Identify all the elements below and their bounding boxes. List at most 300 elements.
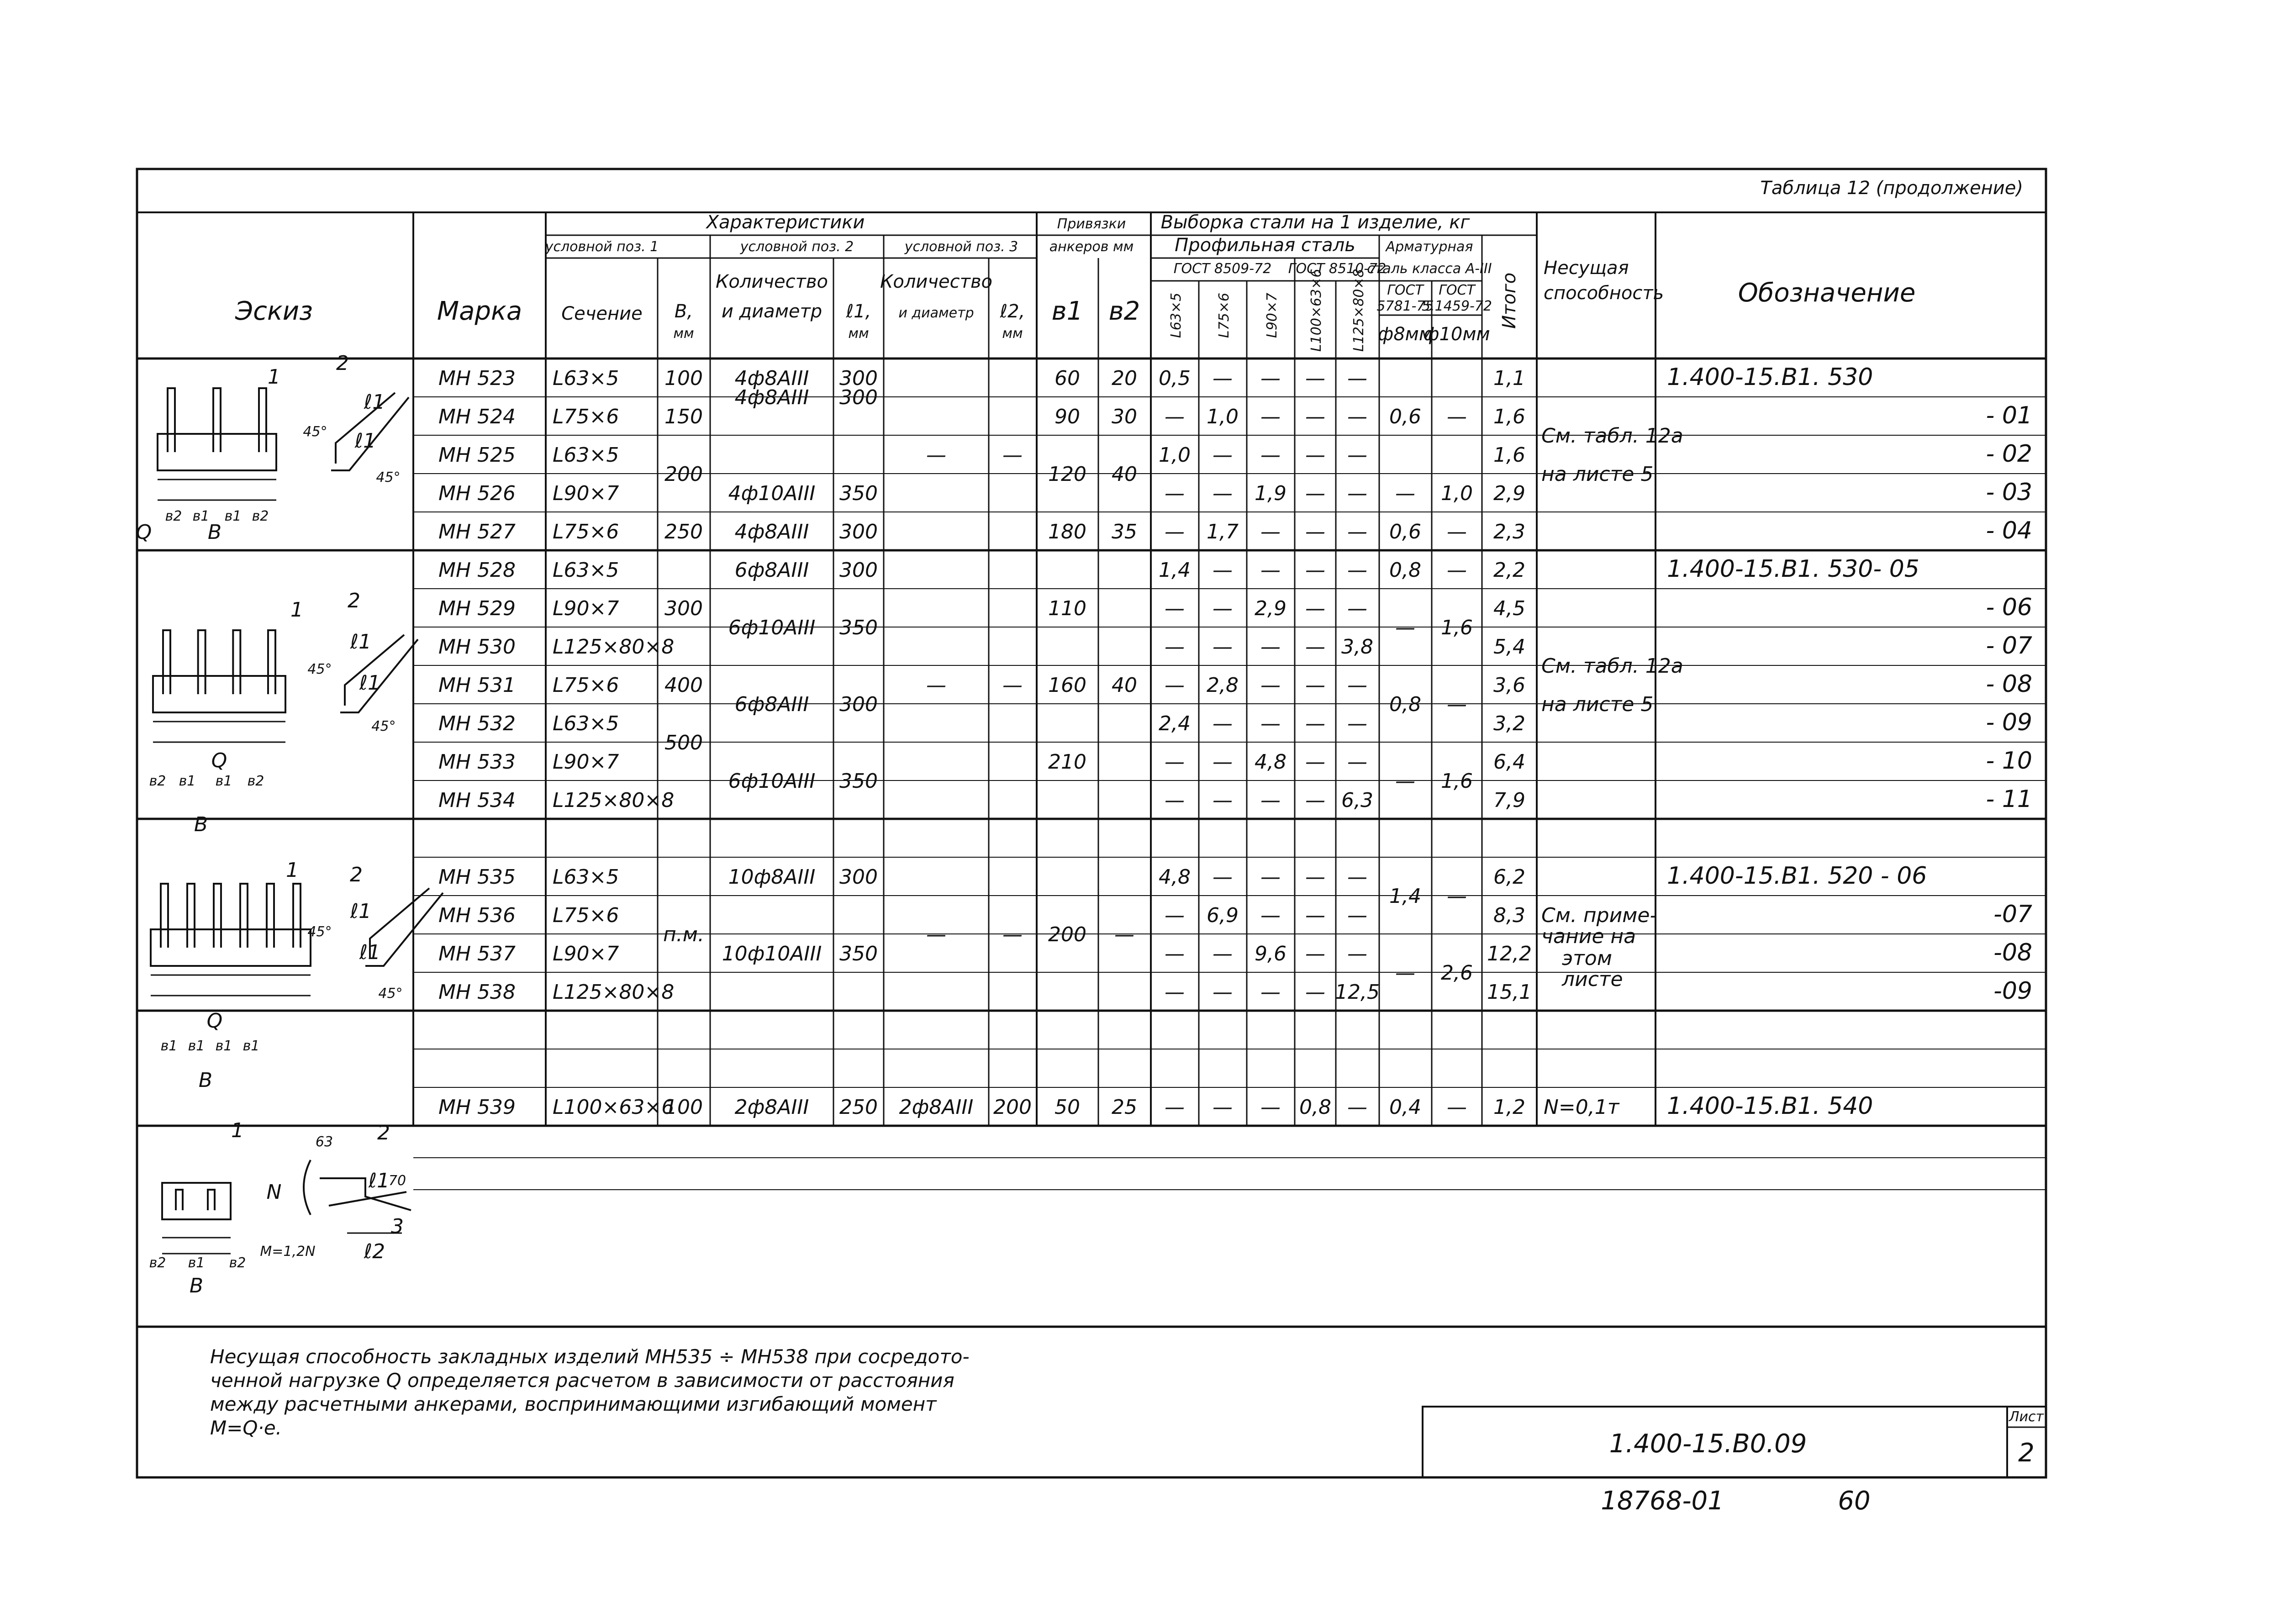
header-d10: ф10мм — [1424, 324, 1490, 345]
designation-cell: - 02 — [1986, 440, 2032, 468]
anchor-bar — [259, 388, 266, 452]
d10-cell: — — [1447, 405, 1467, 428]
b-cell: 100 — [664, 367, 703, 390]
designation-cell: - 11 — [1986, 786, 2032, 813]
steel-cell: — — [1165, 789, 1185, 812]
b-cell: 150 — [664, 405, 703, 428]
pos3-cell: — — [926, 674, 946, 697]
steel-cell: — — [1347, 520, 1367, 543]
anchor-bar — [198, 630, 206, 694]
header-d8: ф8мм — [1378, 324, 1433, 345]
header-l1: ℓ1, — [846, 301, 871, 322]
steel-cell: — — [1260, 904, 1281, 927]
steel-cell: 1,7 — [1207, 520, 1239, 543]
steel-cell: — — [1165, 904, 1185, 927]
b1-cell: 120 — [1048, 463, 1086, 486]
l2-cell: — — [1002, 443, 1023, 467]
mark-cell: МН 527 — [438, 520, 516, 543]
header-anchor-1: Привязки — [1057, 216, 1126, 232]
b-cell: 300 — [664, 597, 703, 620]
header-gost-8510: ГОСТ 8510-72 — [1288, 261, 1387, 277]
section-cell: L125×80×8 — [553, 635, 675, 659]
total-cell: 15,1 — [1487, 981, 1532, 1004]
steel-cell: 1,9 — [1255, 482, 1286, 505]
sketch-label: Q — [211, 749, 227, 772]
steel-cell: — — [1347, 597, 1367, 620]
doc-code: 1.400-15.В0.09 — [1609, 1429, 1807, 1459]
total-cell: 5,4 — [1493, 635, 1525, 659]
steel-cell: 3,8 — [1341, 635, 1373, 659]
b1-cell: 110 — [1048, 597, 1086, 620]
section-cell: L63×5 — [553, 443, 619, 467]
b2-cell: 35 — [1112, 520, 1137, 543]
sketch-label: 1 — [231, 1119, 244, 1142]
steel-cell: — — [1260, 674, 1281, 697]
steel-cell: — — [1213, 635, 1233, 659]
steel-cell: 0,8 — [1299, 1096, 1331, 1119]
l1-cell: 350 — [839, 482, 878, 505]
designation-cell: - 03 — [1986, 479, 2032, 506]
steel-cell: — — [1305, 559, 1325, 582]
steel-cell: — — [1260, 635, 1281, 659]
mark-cell: МН 524 — [438, 405, 516, 428]
sketch-label: 45° — [307, 924, 332, 940]
qty-cell: 4ф8AIII — [734, 386, 809, 409]
l1-cell: 300 — [839, 693, 878, 716]
section-cell: L125×80×8 — [553, 981, 675, 1004]
sketch-label: ℓ1 — [364, 390, 385, 414]
steel-cell: — — [1305, 865, 1325, 889]
sketch-label: в1 — [224, 508, 242, 524]
sketch-label: 45° — [378, 986, 403, 1002]
anchor-bar — [240, 884, 248, 948]
b-cell: п.м. — [663, 923, 704, 946]
steel-cell: — — [1213, 981, 1233, 1004]
designation-cell: - 06 — [1986, 594, 2032, 621]
d8-cell: 1,4 — [1389, 885, 1421, 908]
capacity-cell: См. табл. 12а — [1541, 654, 1683, 678]
steel-cell: — — [1347, 405, 1367, 428]
designation-cell: - 10 — [1986, 747, 2032, 775]
mark-cell: МН 535 — [438, 865, 516, 889]
sketch-label: M=1,2N — [260, 1244, 316, 1260]
l1-cell: 350 — [839, 770, 878, 793]
section-cell: L63×5 — [553, 712, 619, 735]
header-sketch: Эскиз — [235, 296, 313, 326]
header-qty3-1: Количество — [880, 271, 993, 292]
steel-cell: — — [1260, 405, 1281, 428]
sketch-label: ℓ1 — [354, 429, 376, 453]
sketch-label: 3 — [391, 1215, 404, 1238]
section-cell: L63×5 — [553, 865, 619, 889]
steel-cell: — — [1165, 520, 1185, 543]
sketch-label: 2 — [350, 863, 363, 886]
section-cell: L75×6 — [553, 674, 619, 697]
mark-cell: МН 534 — [438, 789, 516, 812]
header-qty-1: Количество — [715, 271, 828, 292]
b-cell: 250 — [664, 520, 703, 543]
steel-cell: — — [1213, 443, 1233, 467]
mark-cell: МН 532 — [438, 712, 516, 735]
capacity-cell: листе — [1562, 968, 1623, 991]
steel-cell: — — [1347, 674, 1367, 697]
sketch-label: в1 — [188, 1038, 205, 1054]
section-cell: L100×63×6 — [553, 1096, 675, 1119]
sketch-label: 2 — [377, 1121, 390, 1144]
mark-cell: МН 539 — [438, 1096, 516, 1119]
sketch-label: в2 — [165, 508, 182, 524]
header-section: Сечение — [561, 303, 643, 324]
mark-cell: МН 536 — [438, 904, 516, 927]
anchor-bar — [267, 884, 274, 948]
steel-cell: — — [1165, 750, 1185, 774]
sketch-label: Q — [206, 1009, 223, 1033]
header-gost-8509: ГОСТ 8509-72 — [1173, 261, 1272, 277]
qty3-cell: 2ф8AIII — [899, 1096, 974, 1119]
d10-cell: 1,6 — [1441, 770, 1473, 793]
capacity-cell: этом — [1562, 947, 1612, 970]
note-line: между расчетными анкерами, воспринимающими изгибающий момент — [210, 1393, 937, 1415]
designation-cell: - 08 — [1986, 670, 2032, 698]
designation-cell: - 04 — [1986, 517, 2032, 544]
b2-cell: 25 — [1112, 1096, 1137, 1119]
d10-cell: — — [1447, 1096, 1467, 1119]
mark-cell: МН 525 — [438, 443, 516, 467]
header-b2: в2 — [1108, 296, 1140, 326]
steel-cell: — — [1305, 712, 1325, 735]
header-b1: в1 — [1051, 296, 1083, 326]
total-cell: 12,2 — [1487, 942, 1532, 965]
steel-cell: — — [1213, 367, 1233, 390]
header-pos2: условной поз. 2 — [740, 239, 854, 255]
b1-cell: 160 — [1048, 674, 1086, 697]
qty-cell: 4ф10AIII — [728, 482, 816, 505]
steel-cell: 2,9 — [1255, 597, 1286, 620]
header-p3: L90×7 — [1264, 292, 1280, 338]
steel-cell: — — [1305, 405, 1325, 428]
steel-cell: — — [1165, 1096, 1185, 1119]
sketch-label: 63 — [315, 1134, 333, 1150]
l1-cell: 300 — [839, 865, 878, 889]
qty-cell: 10ф10AIII — [722, 942, 822, 965]
section-cell: L63×5 — [553, 559, 619, 582]
pos3-cell: — — [926, 443, 946, 467]
sketch-label: ℓ1 — [368, 1169, 390, 1192]
steel-cell: 9,6 — [1255, 942, 1286, 965]
mark-cell: МН 533 — [438, 750, 516, 774]
sketch-label: ℓ1 — [350, 900, 372, 923]
total-cell: 2,9 — [1493, 482, 1525, 505]
sketch-label: Q — [136, 521, 152, 544]
plate — [151, 929, 311, 966]
capacity-cell: чание на — [1541, 925, 1636, 948]
steel-cell: — — [1260, 367, 1281, 390]
bar-profile — [329, 1192, 406, 1206]
steel-cell: — — [1305, 942, 1325, 965]
sketch-label: B — [198, 1069, 213, 1092]
steel-cell: — — [1347, 482, 1367, 505]
qty-cell: 10ф8AIII — [728, 865, 816, 889]
l1-cell: 300 — [839, 386, 878, 409]
header-qty3-2: и диаметр — [898, 305, 974, 321]
sketch-group-3 — [151, 884, 443, 996]
l1-cell: 300 — [839, 520, 878, 543]
archive-number: 18768-01 — [1601, 1486, 1724, 1516]
total-cell: 1,1 — [1493, 367, 1525, 390]
section-cell: L75×6 — [553, 520, 619, 543]
sketch-label: в1 — [215, 773, 232, 789]
plate — [153, 676, 285, 712]
header-profile-steel: Профильная сталь — [1175, 235, 1355, 256]
sketch-label: 45° — [371, 718, 396, 734]
sketch-label: 2 — [348, 589, 360, 612]
page-number: 60 — [1838, 1486, 1871, 1516]
steel-cell: — — [1305, 674, 1325, 697]
capacity-cell: См. табл. 12а — [1541, 424, 1683, 448]
l2-cell: 200 — [993, 1096, 1032, 1119]
capacity-cell: N=0,1т — [1544, 1096, 1619, 1119]
anchor-bar — [213, 388, 221, 452]
header-anchor-2: анкеров мм — [1049, 239, 1134, 255]
steel-cell: 4,8 — [1159, 865, 1191, 889]
d8-cell: 0,8 — [1389, 693, 1421, 716]
steel-cell: 12,5 — [1335, 981, 1380, 1004]
d8-cell: — — [1395, 770, 1415, 793]
table-title: Таблица 12 (продолжение) — [1760, 178, 2023, 199]
designation-cell: 1.400-15.В1. 530 — [1667, 364, 1873, 391]
total-cell: 3,2 — [1493, 712, 1525, 735]
steel-cell: — — [1260, 559, 1281, 582]
header-pos3: условной поз. 3 — [904, 239, 1018, 255]
steel-cell: — — [1347, 712, 1367, 735]
sheet-number: 2 — [2018, 1438, 2035, 1468]
mark-cell: МН 537 — [438, 942, 516, 965]
header-gost-5-2: 5.1459-72 — [1422, 298, 1492, 314]
labels-layer — [136, 178, 2045, 1516]
steel-cell: — — [1165, 981, 1185, 1004]
steel-cell: — — [1213, 712, 1233, 735]
sketch-label: в1 — [179, 773, 196, 789]
l1-cell: 250 — [839, 1096, 878, 1119]
qty-cell: 6ф8AIII — [734, 693, 809, 716]
anchor-bar — [214, 884, 221, 948]
designation-cell: 1.400-15.В1. 530- 05 — [1667, 555, 1919, 583]
d10-cell: 1,6 — [1441, 616, 1473, 639]
section-cell: L90×7 — [553, 597, 619, 620]
total-cell: 4,5 — [1493, 597, 1525, 620]
d10-cell: — — [1447, 693, 1467, 716]
capacity-cell: на листе 5 — [1541, 463, 1654, 486]
sketch-label: 45° — [307, 661, 332, 677]
sketch-label: B — [194, 813, 208, 836]
steel-cell: — — [1213, 865, 1233, 889]
steel-cell: 6,9 — [1207, 904, 1239, 927]
steel-cell: — — [1213, 597, 1233, 620]
b2-cell: 40 — [1112, 463, 1137, 486]
qty-cell: 4ф8AIII — [734, 367, 809, 390]
steel-cell: — — [1305, 750, 1325, 774]
sketch-label: N — [266, 1181, 282, 1204]
note-line: ченной нагрузке Q определяется расчетом в зависимости от расстояния — [210, 1369, 954, 1392]
mark-cell: МН 529 — [438, 597, 516, 620]
section-cell: L125×80×8 — [553, 789, 675, 812]
steel-cell: — — [1305, 482, 1325, 505]
total-cell: 1,2 — [1493, 1096, 1525, 1119]
l1-cell: 300 — [839, 367, 878, 390]
steel-cell: 6,3 — [1341, 789, 1373, 812]
sheet-label: Лист — [2009, 1409, 2044, 1425]
anchor-bar — [293, 884, 301, 948]
steel-cell: — — [1260, 865, 1281, 889]
plate — [162, 1183, 231, 1219]
qty-cell: 2ф8AIII — [734, 1096, 809, 1119]
total-cell: 2,2 — [1493, 559, 1525, 582]
capacity-cell: на листе 5 — [1541, 693, 1654, 716]
sketch-label: в1 — [160, 1038, 178, 1054]
section-cell: L75×6 — [553, 405, 619, 428]
note-line: M=Q·e. — [210, 1417, 282, 1439]
header-p2: L75×6 — [1216, 292, 1232, 338]
steel-cell: 2,8 — [1207, 674, 1239, 697]
total-cell: 1,6 — [1493, 405, 1525, 428]
b1-cell: 200 — [1048, 923, 1086, 946]
header-rebar-1: Арматурная — [1386, 239, 1473, 255]
sketch-label: 1 — [286, 859, 299, 882]
steel-cell: — — [1347, 367, 1367, 390]
total-cell: 6,2 — [1493, 865, 1525, 889]
sketch-label: в2 — [229, 1255, 246, 1271]
mark-cell: МН 528 — [438, 559, 516, 582]
sketch-label: в1 — [192, 508, 210, 524]
steel-cell: — — [1165, 635, 1185, 659]
l2-cell: — — [1002, 923, 1023, 946]
d8-cell: 0,8 — [1389, 559, 1421, 582]
qty-cell: 6ф8AIII — [734, 559, 809, 582]
l1-cell: 350 — [839, 616, 878, 639]
header-designation: Обозначение — [1738, 278, 1916, 308]
steel-cell: — — [1305, 635, 1325, 659]
header-capacity-2: способность — [1544, 283, 1664, 304]
steel-cell: — — [1305, 367, 1325, 390]
d10-cell: 2,6 — [1441, 961, 1473, 985]
header-mark: Марка — [437, 296, 522, 326]
note-line: Несущая способность закладных изделий МН535 ÷ МН538 при сосредото- — [210, 1345, 970, 1368]
b1-cell: 180 — [1048, 520, 1086, 543]
steel-cell: — — [1260, 981, 1281, 1004]
sketch-label: 1 — [290, 598, 303, 622]
total-cell: 7,9 — [1493, 789, 1525, 812]
b2-cell: 20 — [1112, 367, 1137, 390]
sketch-label: 1 — [268, 365, 280, 389]
sketch-label: B — [189, 1274, 204, 1297]
b1-cell: 210 — [1048, 750, 1086, 774]
mark-cell: МН 523 — [438, 367, 516, 390]
sketch-label: ℓ1 — [359, 941, 381, 964]
steel-cell: 1,0 — [1159, 443, 1191, 467]
steel-cell: — — [1260, 1096, 1281, 1119]
qty-cell: 6ф10AIII — [728, 770, 816, 793]
steel-cell: 0,5 — [1159, 367, 1191, 390]
anchor-bar — [233, 630, 240, 694]
total-cell: 2,3 — [1493, 520, 1525, 543]
d10-cell: 1,0 — [1441, 482, 1473, 505]
sketch-label: ℓ1 — [350, 630, 372, 654]
steel-cell: — — [1305, 520, 1325, 543]
steel-cell: — — [1165, 482, 1185, 505]
d8-cell: 0,4 — [1389, 1096, 1421, 1119]
steel-cell: — — [1165, 942, 1185, 965]
sketch-label: в2 — [247, 773, 264, 789]
steel-cell: — — [1213, 1096, 1233, 1119]
mark-cell: МН 538 — [438, 981, 516, 1004]
header-p4: L100×63×6 — [1308, 269, 1324, 352]
steel-cell: — — [1305, 789, 1325, 812]
sketch-label: в1 — [188, 1255, 205, 1271]
d10-cell: — — [1447, 559, 1467, 582]
steel-cell: — — [1260, 520, 1281, 543]
sketch-label: в1 — [243, 1038, 260, 1054]
bracket — [304, 1160, 311, 1215]
b-cell: 100 — [664, 1096, 703, 1119]
header-pos1: условной поз. 1 — [545, 239, 659, 255]
steel-cell: — — [1347, 443, 1367, 467]
d10-cell: — — [1447, 520, 1467, 543]
designation-cell: -09 — [1993, 977, 2032, 1005]
d8-cell: 0,6 — [1389, 520, 1421, 543]
d8-cell: — — [1395, 616, 1415, 639]
section-cell: L63×5 — [553, 367, 619, 390]
sketch-label: в1 — [215, 1038, 232, 1054]
header-qty-2: и диаметр — [721, 301, 823, 322]
steel-cell: — — [1347, 865, 1367, 889]
mark-cell: МН 526 — [438, 482, 516, 505]
steel-cell: — — [1213, 750, 1233, 774]
sketch-label: ℓ1 — [359, 671, 381, 695]
b2-cell: 30 — [1112, 405, 1137, 428]
steel-cell: — — [1213, 789, 1233, 812]
capacity-cell: См. приме- — [1541, 904, 1657, 927]
b1-cell: 50 — [1055, 1096, 1080, 1119]
steel-cell: — — [1260, 712, 1281, 735]
steel-cell: — — [1305, 597, 1325, 620]
steel-cell: — — [1213, 942, 1233, 965]
section-cell: L90×7 — [553, 942, 619, 965]
b-cell: 400 — [664, 674, 703, 697]
d8-cell: — — [1395, 961, 1415, 985]
steel-cell: — — [1260, 443, 1281, 467]
l1-cell: 300 — [839, 559, 878, 582]
sketch-label: 45° — [303, 424, 327, 440]
header-gost-5-1: ГОСТ — [1439, 282, 1475, 298]
total-cell: 1,6 — [1493, 443, 1525, 467]
section-cell: L75×6 — [553, 904, 619, 927]
steel-cell: — — [1165, 674, 1185, 697]
header-l2-unit: мм — [1002, 326, 1023, 342]
header-steel-sample: Выборка стали на 1 изделие, кг — [1160, 212, 1470, 233]
sketch-label: B — [207, 521, 222, 544]
d10-cell: — — [1447, 885, 1467, 908]
sketch-label: 45° — [376, 469, 401, 485]
steel-cell: — — [1260, 789, 1281, 812]
header-gost-5781-1: ГОСТ — [1387, 282, 1424, 298]
b2-cell: 40 — [1112, 674, 1137, 697]
section-cell: L90×7 — [553, 482, 619, 505]
mark-cell: МН 530 — [438, 635, 516, 659]
header-l1-unit: мм — [848, 326, 869, 342]
designation-cell: -08 — [1993, 939, 2032, 966]
steel-cell: 2,4 — [1159, 712, 1191, 735]
steel-cell: — — [1213, 559, 1233, 582]
